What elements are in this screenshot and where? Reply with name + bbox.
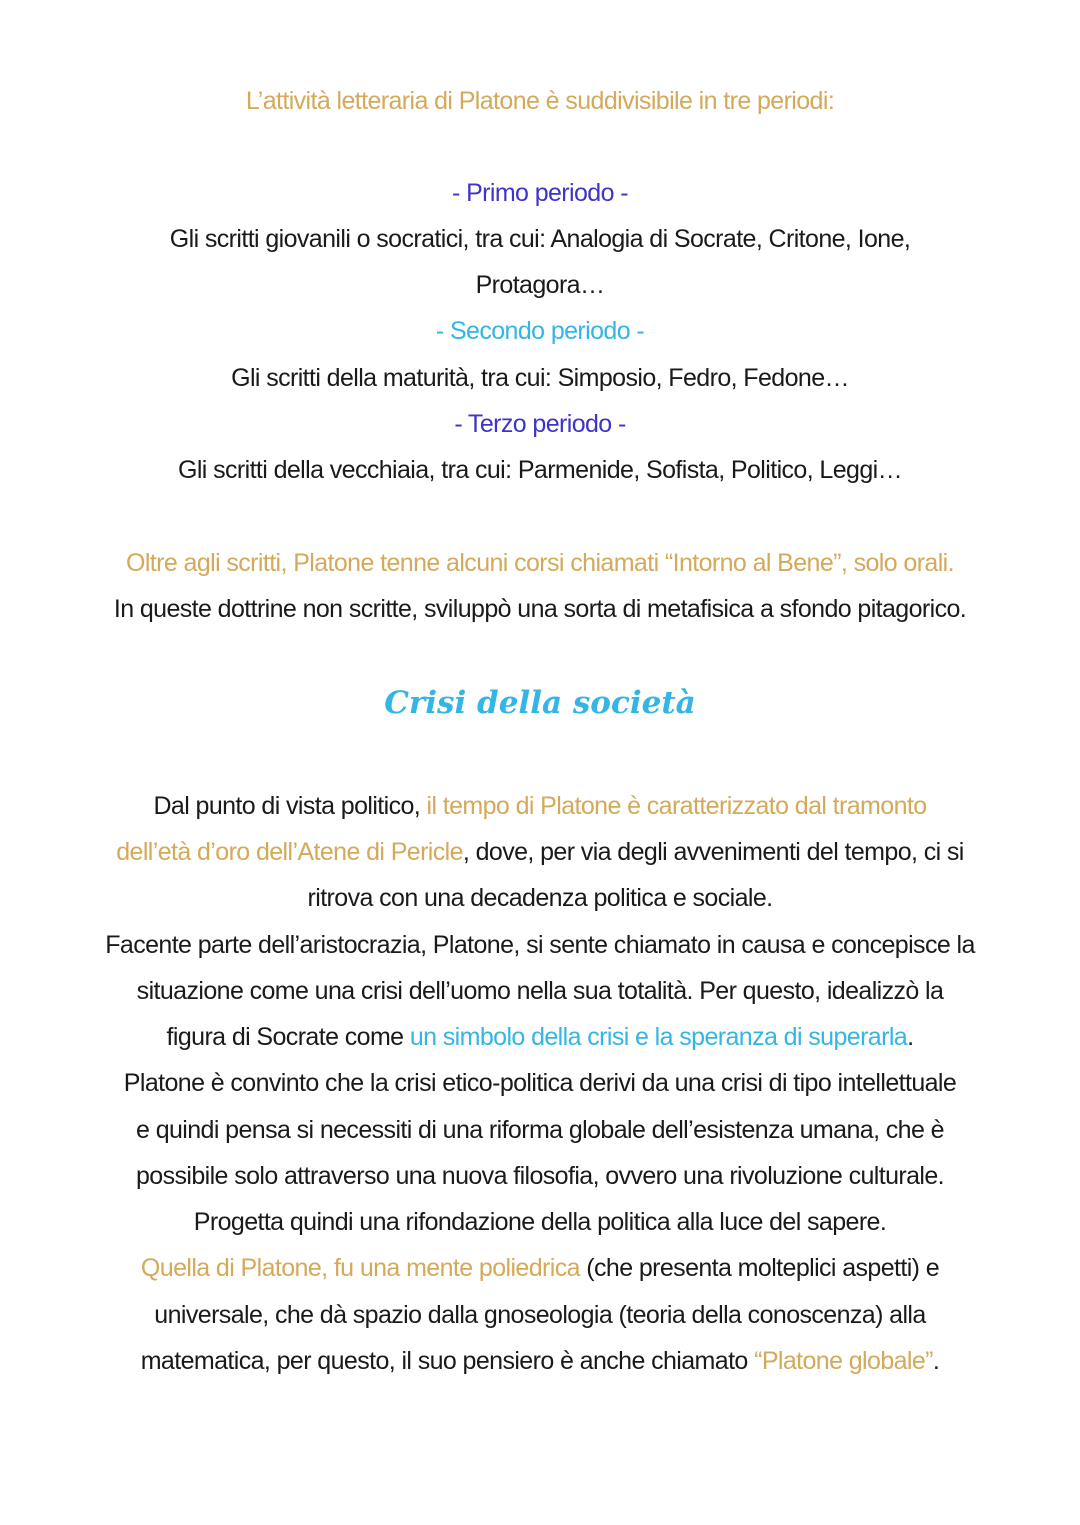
paragraph-line-6 [60, 1020, 1020, 1054]
paragraph-line-8: e quindi pensa si necessiti di una riforma globale dell’esistenza umana, che è [136, 1116, 944, 1144]
paragraph-line-9: possibile solo attraverso una nuova filosofia, ovvero una rivoluzione culturale. [135, 1162, 945, 1190]
intro-line: L’attività letteraria di Platone è suddivisibile in tre periodi: [245, 87, 835, 115]
highlight-polyhedral-mind: Quella di Platone, fu una mente poliedrica [140, 1254, 580, 1282]
paragraph-line-12: universale, che dà spazio dalla gnoseologia (teoria della conoscenza) alla [154, 1301, 926, 1329]
paragraph-line-3: ritrova con una decadenza politica e sociale. [307, 884, 773, 912]
paragraph-line-13-text: matematica, per questo, il suo pensiero è anche chiamato [140, 1347, 755, 1375]
oral-teachings-line: Oltre agli scritti, Platone tenne alcuni corsi chiamati “Intorno al Bene”, solo orali. [126, 549, 954, 577]
paragraph-line-13-end: . [932, 1347, 940, 1375]
section-title: Crisi della società [384, 685, 696, 721]
paragraph-line-6-text: figura di Socrate come [166, 1023, 410, 1051]
period-3-text-line-1: Gli scritti della vecchiaia, tra cui: Parmenide, Sofista, Politico, Leggi… [178, 456, 902, 484]
paragraph-line-6-end: . [907, 1023, 914, 1051]
highlight-socrates-symbol: un simbolo della crisi e la speranza di superarla [409, 1023, 908, 1051]
paragraph-line-5: situazione come una crisi dell’uomo nella sua totalità. Per questo, idealizzò la [136, 977, 944, 1005]
paragraph-line-2 [60, 835, 1020, 869]
paragraph-line-11-text: (che presenta molteplici aspetti) e [579, 1254, 940, 1282]
period-1-label: - Primo periodo - [452, 179, 628, 207]
paragraph-line-13 [60, 1344, 1020, 1378]
paragraph-line-2-text: , dove, per via degli avvenimenti del tempo, ci si [462, 838, 964, 866]
period-2-label: - Secondo periodo - [435, 317, 645, 345]
unwritten-doctrines-line: In queste dottrine non scritte, sviluppò una sorta di metafisica a sfondo pitagorico. [113, 595, 967, 623]
paragraph-line-10: Progetta quindi una rifondazione della politica alla luce del sapere. [193, 1208, 887, 1236]
paragraph-line-1-text: Dal punto di vista politico, [153, 792, 427, 820]
paragraph-line-1 [60, 789, 1020, 823]
highlight-global-plato: “Platone globale” [754, 1347, 933, 1375]
highlight-decline: il tempo di Platone è caratterizzato dal tramonto [426, 792, 927, 820]
period-1-text-line-2: Protagora… [475, 271, 605, 299]
paragraph-line-7: Platone è convinto che la crisi etico-politica derivi da una crisi di tipo intellettuale [123, 1069, 957, 1097]
period-1-text-line-1: Gli scritti giovanili o socratici, tra cui: Analogia di Socrate, Critone, Ione, [169, 225, 911, 253]
paragraph-line-11 [60, 1251, 1020, 1285]
highlight-pericles: dell’età d’oro dell’Atene di Pericle [116, 838, 463, 866]
period-3-label: - Terzo periodo - [454, 410, 626, 438]
period-2-text-line-1: Gli scritti della maturità, tra cui: Simposio, Fedro, Fedone… [231, 364, 849, 392]
paragraph-line-4: Facente parte dell’aristocrazia, Platone, si sente chiamato in causa e concepisce la [105, 931, 975, 959]
